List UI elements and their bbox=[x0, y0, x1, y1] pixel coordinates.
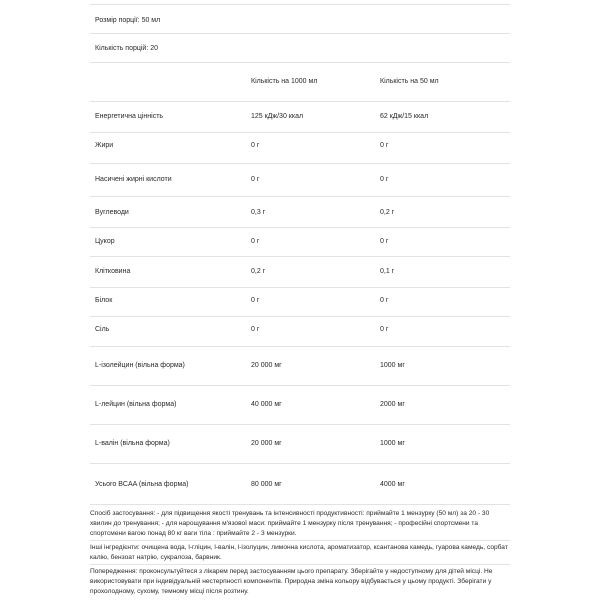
nutrient-name: Білок bbox=[95, 297, 113, 304]
value-per-1000ml: 0 г bbox=[251, 142, 260, 149]
other-ingredients: Інші інгредієнти: очищена вода, l-гліцин, l-валін, l-ізолуцин, лимонна кислота, ароматизатор, ксантанова камедь, гуарова камедь, сорбат калію, бензоат натрію, сукралоза, барвник. bbox=[90, 544, 508, 561]
nutrient-name: Насичені жирні кислоти bbox=[95, 176, 172, 183]
value-per-50ml: 0,2 г bbox=[380, 209, 395, 216]
table-row bbox=[90, 386, 510, 425]
nutrient-name: Сіль bbox=[95, 326, 110, 333]
value-per-50ml: 0 г bbox=[380, 142, 389, 149]
table-header-row bbox=[90, 63, 510, 102]
nutrient-name: Цукор bbox=[95, 238, 115, 245]
value-per-1000ml: 0 г bbox=[251, 176, 260, 183]
value-per-50ml: 0 г bbox=[380, 297, 389, 304]
table-row bbox=[90, 257, 510, 288]
serving-size-row bbox=[90, 5, 510, 34]
value-per-1000ml: 80 000 мг bbox=[251, 481, 282, 488]
ingredients-divider bbox=[90, 564, 510, 565]
value-per-50ml: 0 г bbox=[380, 176, 389, 183]
table-row bbox=[90, 425, 510, 464]
value-per-1000ml: 0 г bbox=[251, 297, 260, 304]
table-row bbox=[90, 228, 510, 257]
value-per-1000ml: 40 000 мг bbox=[251, 401, 282, 408]
serving-count-row bbox=[90, 34, 510, 63]
value-per-50ml: 2000 мг bbox=[380, 401, 405, 408]
value-per-1000ml: 20 000 мг bbox=[251, 440, 282, 447]
value-per-50ml: 62 кДж/15 ккал bbox=[380, 113, 429, 120]
nutrient-name: Клітковина bbox=[95, 268, 131, 275]
table-row bbox=[90, 197, 510, 228]
value-per-50ml: 0 г bbox=[380, 238, 389, 245]
header-per-50ml: Кількість на 50 мл bbox=[380, 78, 439, 85]
serving-count-label: Кількість порцій: 20 bbox=[95, 45, 159, 52]
header-per-1000ml: Кількість на 1000 мл bbox=[251, 78, 318, 85]
nutrient-name: Енергетична цінність bbox=[95, 113, 164, 120]
nutrient-name: L-ізолейцин (вільна форма) bbox=[95, 362, 185, 369]
warning-text: Попередження: проконсультуйтеся з лікарем перед застосуванням цього препарату. Зберігайте у недоступному для дітей місці. Не використовувати при індивідуальній нестерпності компонентів. Природна зміна кольору відбувається у цьому продукті. Зберігати у прохолодному, сухому, темному місці після розтину. bbox=[90, 568, 493, 595]
table-row bbox=[90, 164, 510, 197]
value-per-1000ml: 0 г bbox=[251, 238, 260, 245]
table-row bbox=[90, 317, 510, 347]
value-per-50ml: 0,1 г bbox=[380, 268, 395, 275]
usage-instructions: Спосіб застосування: - для підвищення якості тренувань та інтенсивності продуктивності: приймайте 1 мензурку (50 мл) за 20 - 30 хвилин до тренування; - для нарощування м'язової маси: приймайте 1 мензурку після тренування; - професійні спортсмени та спортсмени вагою понад 80 кг ваги тіла : приймайте 2 - 3 мензурки. bbox=[90, 510, 490, 537]
nutrient-name: Усього BCAA (вільна форма) bbox=[95, 481, 189, 488]
nutrient-name: L-валін (вільна форма) bbox=[95, 440, 170, 447]
value-per-50ml: 0 г bbox=[380, 326, 389, 333]
serving-size-label: Розмір порції: 50 мл bbox=[95, 17, 161, 24]
table-row bbox=[90, 102, 510, 133]
table-row bbox=[90, 288, 510, 317]
usage-divider bbox=[90, 540, 510, 541]
value-per-50ml: 4000 мг bbox=[380, 481, 405, 488]
table-row bbox=[90, 347, 510, 386]
value-per-1000ml: 20 000 мг bbox=[251, 362, 282, 369]
nutrient-name: L-лейцин (вільна форма) bbox=[95, 401, 177, 408]
value-per-1000ml: 0,2 г bbox=[251, 268, 266, 275]
value-per-50ml: 1000 мг bbox=[380, 440, 405, 447]
value-per-1000ml: 0,3 г bbox=[251, 209, 266, 216]
value-per-50ml: 1000 мг bbox=[380, 362, 405, 369]
table-row bbox=[90, 464, 510, 505]
nutrient-name: Жири bbox=[95, 142, 114, 149]
nutrient-name: Вуглеводи bbox=[95, 209, 129, 216]
value-per-1000ml: 0 г bbox=[251, 326, 260, 333]
value-per-1000ml: 125 кДж/30 ккал bbox=[251, 113, 304, 120]
table-row bbox=[90, 133, 510, 164]
